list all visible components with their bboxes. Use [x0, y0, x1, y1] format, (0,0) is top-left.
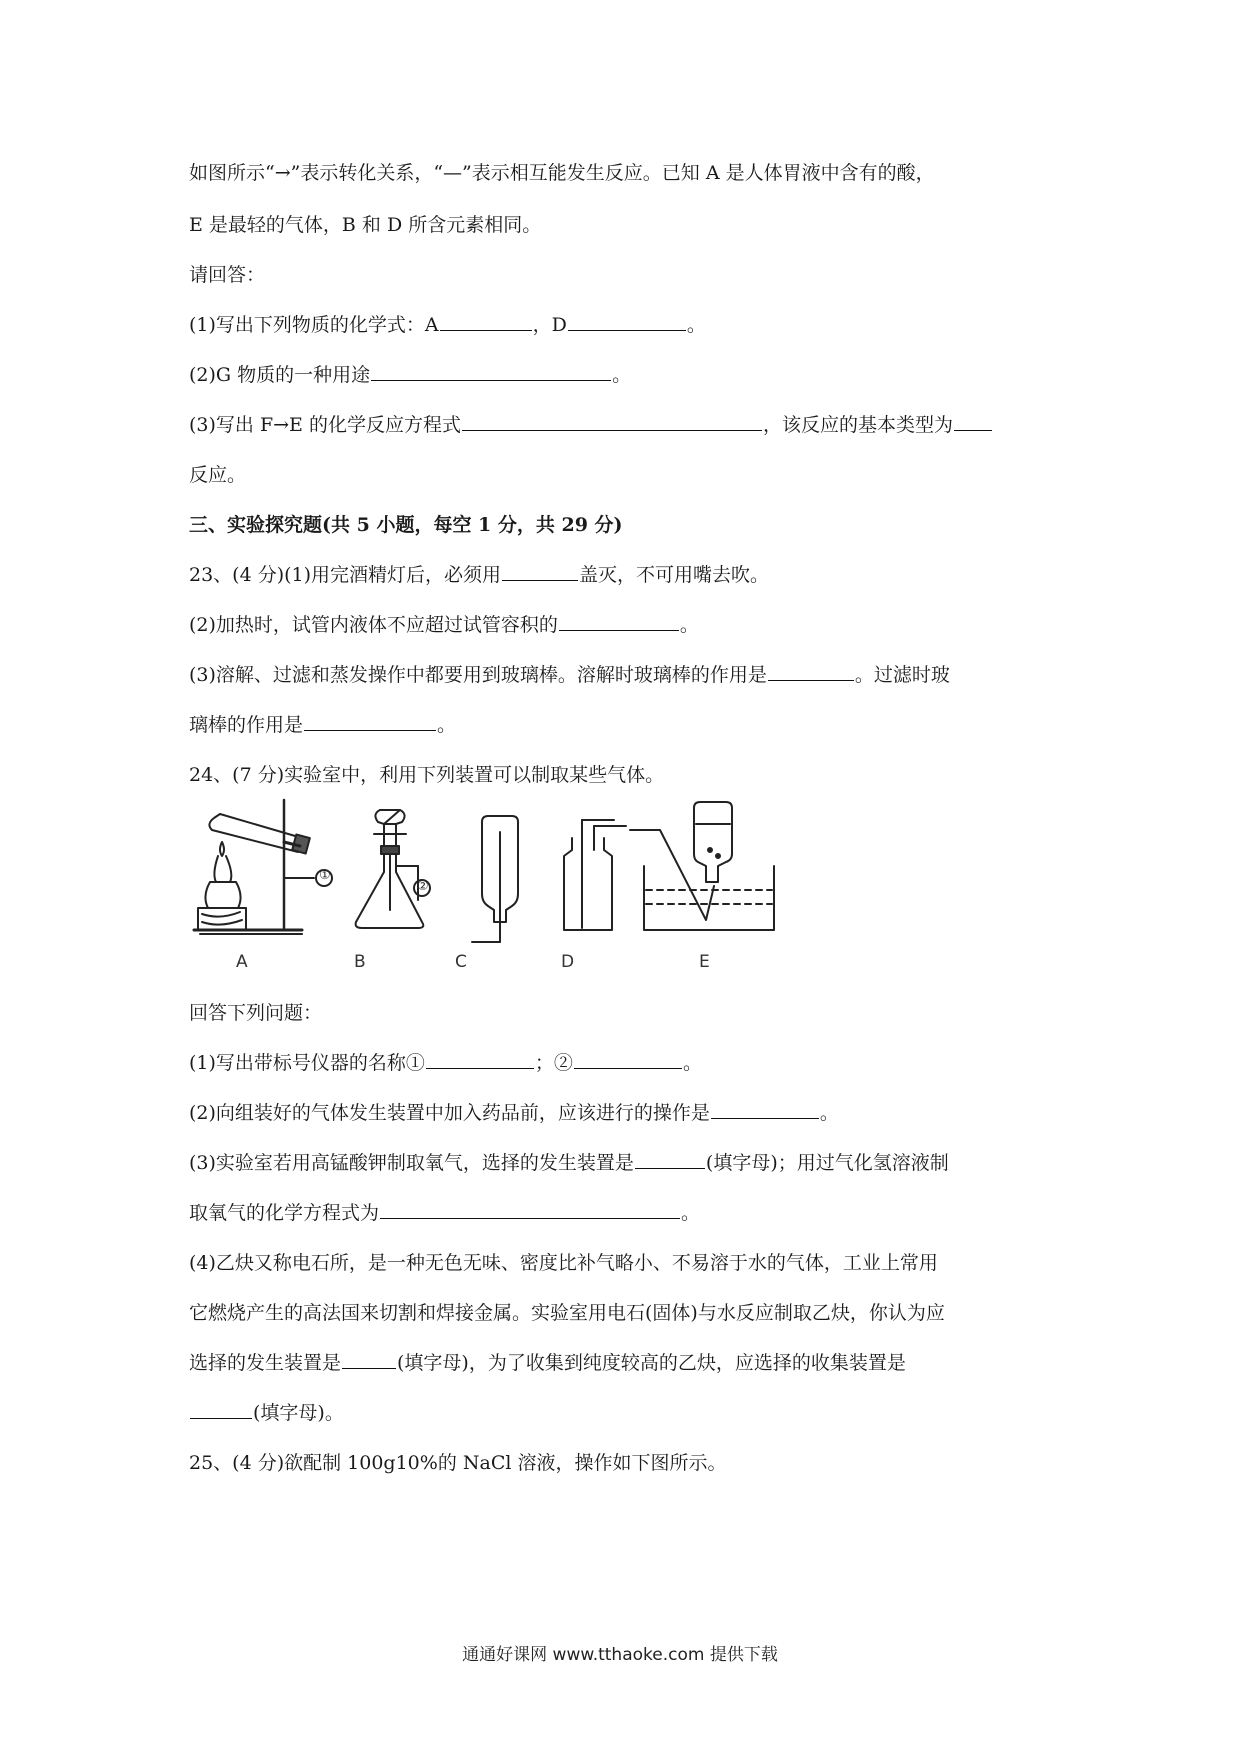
apparatus-b [356, 810, 430, 928]
answer-blank[interactable] [568, 312, 686, 331]
answer-blank[interactable] [462, 412, 762, 431]
text-segment: 。过滤时玻 [854, 664, 950, 686]
answer-blank[interactable] [440, 312, 532, 331]
figure-mark-1: ① [319, 868, 331, 883]
text-segment: (填字母)，为了收集到纯度较高的乙炔，应选择的收集装置是 [397, 1352, 906, 1374]
text-line: 它燃烧产生的高法国来切割和焊接金属。实验室用电石(固体)与水反应制取乙炔，你认为应 [189, 1302, 945, 1324]
text-line [189, 312, 706, 338]
text-segment: 。 [437, 714, 457, 736]
apparatus-d [564, 820, 626, 930]
figure-label-e: E [699, 952, 710, 972]
text-segment: 。 [681, 1202, 701, 1224]
text-line [189, 1150, 949, 1176]
answer-blank[interactable] [574, 1050, 682, 1069]
answer-blank[interactable] [502, 562, 578, 581]
text-segment: (2)加热时，试管内液体不应超过试管容积的 [189, 614, 558, 636]
text-segment: 璃棒的作用是 [189, 714, 304, 736]
apparatus-a [194, 800, 332, 934]
answer-blank[interactable] [768, 662, 854, 681]
text-segment: 。 [686, 314, 706, 336]
text-segment: (3)溶解、过滤和蒸发操作中都要用到玻璃棒。溶解时玻璃棒的作用是 [189, 664, 767, 686]
text-segment: 。 [819, 1102, 839, 1124]
text-segment: (填字母)。 [253, 1402, 344, 1424]
apparatus-figure [190, 790, 830, 975]
text-line: E 是最轻的气体，B 和 D 所含元素相同。 [189, 214, 542, 236]
figure-label-d: D [561, 952, 575, 972]
answer-blank[interactable] [304, 712, 436, 731]
figure-label-b: B [354, 952, 366, 972]
text-segment: (3)实验室若用高锰酸钾制取氧气，选择的发生装置是 [189, 1152, 634, 1174]
text-segment: (1)写出下列物质的化学式：A [189, 314, 439, 336]
answer-blank[interactable] [711, 1100, 819, 1119]
figure-label-c: C [455, 952, 467, 972]
text-line [189, 1400, 344, 1426]
text-segment: 。 [679, 614, 699, 636]
figure-label-a: A [236, 952, 248, 972]
text-line: 如图所示“→”表示转化关系，“—”表示相互能发生反应。已知 A 是人体胃液中含有的酸， [189, 162, 935, 184]
answer-blank[interactable] [371, 362, 611, 381]
answer-blank[interactable] [342, 1350, 396, 1369]
answer-blank[interactable] [380, 1200, 680, 1219]
text-line: 回答下列问题： [189, 1002, 323, 1024]
text-line [189, 612, 699, 638]
text-line [189, 562, 769, 588]
text-segment: (2)向组装好的气体发生装置中加入药品前，应该进行的操作是 [189, 1102, 710, 1124]
text-line [189, 662, 950, 688]
figure-mark-2: ② [417, 879, 429, 894]
answer-blank[interactable] [190, 1400, 252, 1419]
text-line [189, 1050, 702, 1076]
text-segment: ；② [534, 1052, 573, 1074]
text-segment: (2)G 物质的一种用途 [189, 364, 371, 386]
apparatus-c [472, 816, 518, 942]
text-line [189, 1200, 700, 1226]
text-line: (4)乙炔又称电石所，是一种无色无味、密度比补气略小、不易溶于水的气体，工业上常用 [189, 1252, 938, 1274]
answer-blank[interactable] [559, 612, 679, 631]
section-heading: 三、实验探究题(共 5 小题，每空 1 分，共 29 分) [189, 514, 623, 536]
page-footer: 通通好课网 www.tthaoke.com 提供下载 [462, 1645, 778, 1665]
text-line: 反应。 [189, 464, 247, 486]
text-segment: 。 [682, 1052, 702, 1074]
text-segment: 23、(4 分)(1)用完酒精灯后，必须用 [189, 564, 502, 586]
text-segment: (填字母)；用过气化氢溶液制 [705, 1152, 949, 1174]
text-segment: ，该反应的基本类型为 [762, 414, 953, 436]
answer-blank[interactable] [426, 1050, 534, 1069]
apparatus-e [630, 802, 774, 930]
text-line: 请回答： [189, 264, 266, 286]
text-segment: (3)写出 F→E 的化学反应方程式 [189, 414, 461, 436]
text-segment: 选择的发生装置是 [189, 1352, 342, 1374]
text-line [189, 1350, 906, 1376]
question-25-intro: 25、(4 分)欲配制 100g10%的 NaCl 溶液，操作如下图所示。 [189, 1452, 727, 1474]
text-segment: 。 [612, 364, 632, 386]
text-segment: (1)写出带标号仪器的名称① [189, 1052, 425, 1074]
text-segment: 盖灭，不可用嘴去吹。 [579, 564, 770, 586]
text-segment: 取氧气的化学方程式为 [189, 1202, 380, 1224]
text-line [189, 1100, 839, 1126]
text-line [189, 712, 456, 738]
text-line [189, 412, 993, 438]
question-24-intro: 24、(7 分)实验室中，利用下列装置可以制取某些气体。 [189, 764, 665, 786]
text-line [189, 362, 631, 388]
answer-blank[interactable] [635, 1150, 705, 1169]
text-segment: ，D [532, 314, 567, 336]
answer-blank[interactable] [954, 412, 992, 431]
